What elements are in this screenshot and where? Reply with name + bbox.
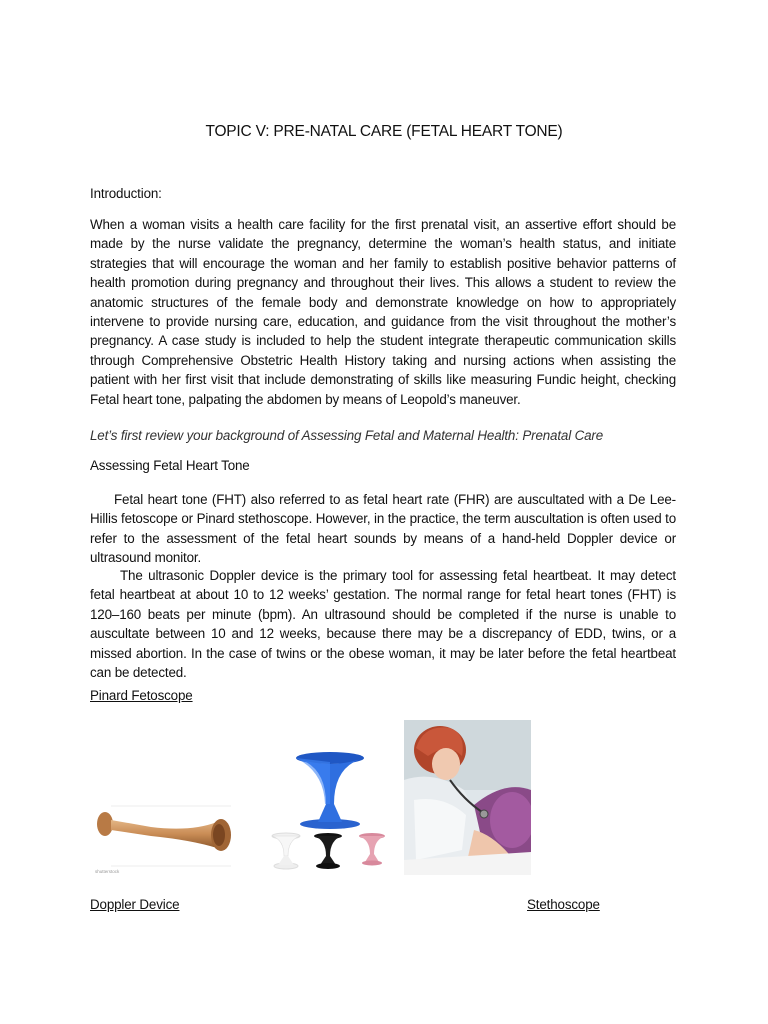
doppler-device-image	[268, 748, 394, 872]
svg-text:shutterstock: shutterstock	[95, 869, 120, 874]
caption-stethoscope: Stethoscope	[527, 897, 600, 912]
review-line: Let’s first review your background of Assessing Fetal and Maternal Health: Prenatal Care	[90, 428, 604, 443]
intro-label: Introduction:	[90, 186, 162, 201]
pinard-fetoscope-image	[91, 796, 247, 876]
intro-paragraph: When a woman visits a health care facility for the first prenatal visit, an assertive effort should be made by the nurse validate the pregnancy, determine the woman’s health status, and initiate strategies that will encourage the woman and her family to establish positive behavior patterns of health promotion during pregnancy and throughout their lives. This allows a student to review the anatomic structures of the female body and demonstrate knowledge on how to appropriately intervene to provide nursing care, education, and guidance from the visit throughout the mother’s pregnancy. A case study is included to help the student integrate therapeutic communication skills through Comprehensive Obstetric Health History taking and nursing actions when assisting the patient with her first visit that include demonstrating of skills like measuring Fundic height, checking Fetal heart tone, palpating the abdomen by means of Leopold’s maneuver.	[90, 217, 676, 407]
doppler-paragraph: The ultrasonic Doppler device is the primary tool for assessing fetal heartbeat. It may detect fetal heartbeat at about 10 to 12 weeks’ gestation. The normal range for fetal heart tones (FHT) is 120–160 beats per minute (bpm). An ultrasound should be completed if the nurse is unable to auscultate between 10 and 12 weeks, because there may be a discrepancy of EDD, twins, or a missed abortion. In the case of twins or the obese woman, it may be later before the fetal heartbeat can be detected.	[90, 568, 676, 681]
fht-paragraph: Fetal heart tone (FHT) also referred to as fetal heart rate (FHR) are auscultated with a De Lee-Hillis fetoscope or Pinard stethoscope. However, in the practice, the term auscultation is often used to refer to the assessment of the fetal heart sounds by means of a hand-held Doppler device or ultrasound monitor.	[90, 492, 676, 566]
caption-doppler-device: Doppler Device	[90, 897, 180, 912]
caption-pinard-fetoscope: Pinard Fetoscope	[90, 688, 193, 703]
section-heading: Assessing Fetal Heart Tone	[90, 458, 250, 473]
page-title: TOPIC V: PRE-NATAL CARE (FETAL HEART TONE)	[205, 123, 563, 140]
stethoscope-photo	[404, 720, 531, 875]
